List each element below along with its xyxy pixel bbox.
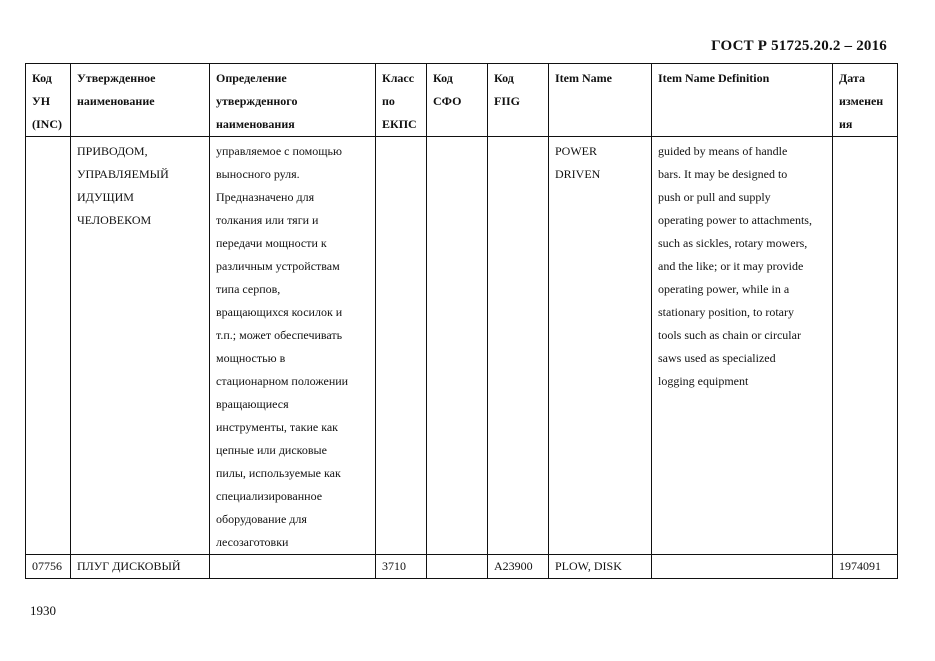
cell-definition (210, 555, 376, 579)
page-number: 1930 (30, 603, 56, 618)
col-header-item-name: Item Name (549, 64, 652, 137)
cell-sfo-code (427, 137, 488, 555)
cell-inc-code: 07756 (26, 555, 71, 579)
cell-inc-code (26, 137, 71, 555)
cell-ekps-class: 3710 (376, 555, 427, 579)
nomenclature-table (25, 63, 898, 579)
cell-item-name-definition: guided by means of handle bars. It may be designed to push or pull and supply operating power to attachments, such as sickles, rotary mowers, and the like; or it may provide operating power, while in a stationary position, to rotary tools such as chain or circular saws used as specialized logging equipment (652, 137, 833, 555)
col-header-fiig-code: Код FIIG (488, 64, 549, 137)
cell-change-date (833, 137, 898, 555)
cell-approved-name: ПЛУГ ДИСКОВЫЙ (71, 555, 210, 579)
col-header-ekps-class: Класс по ЕКПС (376, 64, 427, 137)
cell-ekps-class (376, 137, 427, 555)
col-header-item-name-definition: Item Name Definition (652, 64, 833, 137)
table-header-row (26, 64, 898, 137)
table-row (26, 137, 898, 555)
cell-change-date: 1974091 (833, 555, 898, 579)
col-header-inc-code: Код УН (INC) (26, 64, 71, 137)
col-header-definition: Определение утвержденного наименования (210, 64, 376, 137)
col-header-sfo-code: Код СФО (427, 64, 488, 137)
cell-fiig-code (488, 137, 549, 555)
col-header-approved-name: Утвержденное наименование (71, 64, 210, 137)
cell-item-name: PLOW, DISK (549, 555, 652, 579)
table-row (26, 555, 898, 579)
document-code: ГОСТ Р 51725.20.2 – 2016 (711, 38, 887, 54)
cell-item-name: POWER DRIVEN (549, 137, 652, 555)
cell-sfo-code (427, 555, 488, 579)
cell-item-name-definition (652, 555, 833, 579)
cell-approved-name: ПРИВОДОМ, УПРАВЛЯЕМЫЙ ИДУЩИМ ЧЕЛОВЕКОМ (71, 137, 210, 555)
cell-definition: управляемое с помощью выносного руля. Предназначено для толкания или тяги и передачи мощности к различным устройствам типа серпов, вращающихся косилок и т.п.; может обеспечивать мощностью в стационарном положении вращающиеся инструменты, такие как цепные или дисковые пилы, используемые как специализированное оборудование для лесозаготовки (210, 137, 376, 555)
col-header-change-date: Дата изменен ия (833, 64, 898, 137)
cell-fiig-code: A23900 (488, 555, 549, 579)
